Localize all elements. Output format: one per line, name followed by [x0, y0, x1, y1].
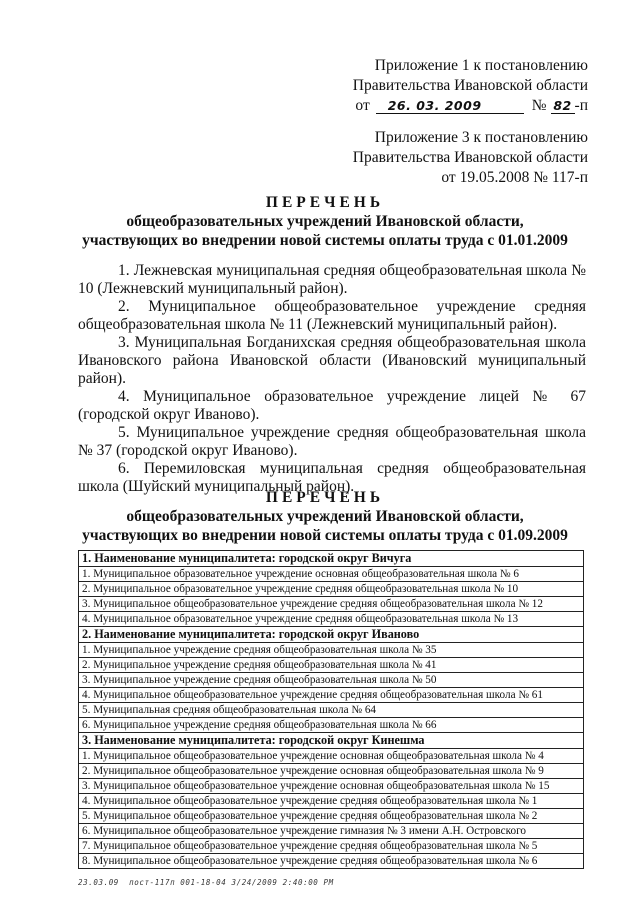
annex-1-line-2: Правительства Ивановской области	[352, 77, 588, 94]
table-row: 1. Муниципальное общеобразовательное учреждение основная общеобразовательная школа № 4	[79, 749, 583, 764]
list-2-subtitle-1: общеобразовательных учреждений Ивановской области,	[126, 508, 524, 525]
table-row: 3. Муниципальное учреждение средняя общеобразовательная школа № 50	[79, 673, 583, 688]
list-1-item: 4. Муниципальное образовательное учреждение лицей № 67 (городской округ Иваново).	[78, 388, 586, 423]
list-1-subtitle-2: участвующих во внедрении новой системы оплаты труда с 01.01.2009	[82, 232, 568, 249]
document-footer-stamp: 23.03.09 пост-117п 001-18-04 3/24/2009 2:40:00 PM	[78, 878, 334, 887]
list-2-subtitle-2: участвующих во внедрении новой системы оплаты труда с 01.09.2009	[82, 527, 568, 544]
list-1-items	[78, 262, 586, 496]
schools-table	[78, 550, 584, 869]
list-2-heading: ПЕРЕЧЕНЬ	[265, 489, 385, 506]
table-row: 1. Муниципальное учреждение средняя общеобразовательная школа № 35	[79, 643, 583, 658]
table-row: 4. Муниципальное общеобразовательное учреждение средняя общеобразовательная школа № 1	[79, 794, 583, 809]
municipality-header-ivanovo: 2. Наименование муниципалитета: городской округ Иваново	[79, 627, 583, 643]
list-1-item: 3. Муниципальная Богданихская средняя общеобразовательная школа Ивановского района Ивановской области (Ивановский муниципальный район).	[78, 334, 586, 387]
table-row: 2. Муниципальное учреждение средняя общеобразовательная школа № 41	[79, 658, 583, 673]
table-row: 5. Муниципальное общеобразовательное учреждение средняя общеобразовательная школа № 2	[79, 809, 583, 824]
annex-3-line-3: от 19.05.2008 № 117-п	[441, 169, 588, 186]
table-row: 6. Муниципальное общеобразовательное учреждение гимназия № 3 имени А.Н. Островского	[79, 824, 583, 839]
table-row: 5. Муниципальная средняя общеобразовательная школа № 64	[79, 703, 583, 718]
number-suffix: -п	[574, 97, 588, 114]
table-row: 2. Муниципальное образовательное учреждение средняя общеобразовательная школа № 10	[79, 582, 583, 597]
annex-1-line-1: Приложение 1 к постановлению	[374, 57, 588, 74]
table-row: 6. Муниципальное учреждение средняя общеобразовательная школа № 66	[79, 718, 583, 733]
table-row: 3. Муниципальное общеобразовательное учреждение средняя общеобразовательная школа № 12	[79, 597, 583, 612]
list-1-subtitle-1: общеобразовательных учреждений Ивановской области,	[126, 213, 524, 230]
list-1-item: 2. Муниципальное общеобразовательное учреждение средняя общеобразовательная школа № 11 (Лежневский муниципальный район).	[78, 298, 586, 333]
table-row: 8. Муниципальное общеобразовательное учреждение средняя общеобразовательная школа № 6	[79, 854, 583, 869]
annex-3-line-2: Правительства Ивановской области	[352, 149, 588, 166]
table-row: 2. Муниципальное общеобразовательное учреждение основная общеобразовательная школа № 9	[79, 764, 583, 779]
list-1-item: 6. Перемиловская муниципальная средняя общеобразовательная школа (Шуйский муниципальный район).	[78, 460, 586, 495]
date-prefix: от	[355, 97, 370, 114]
table-row: 3. Муниципальное общеобразовательное учреждение основная общеобразовательная школа № 15	[79, 779, 583, 794]
list-1-item: 1. Лежневская муниципальная средняя общеобразовательная школа № 10 (Лежневский муниципальный район).	[78, 262, 586, 297]
annex-1-date-line	[355, 96, 588, 116]
list-1-heading: ПЕРЕЧЕНЬ	[265, 194, 385, 211]
table-row: 7. Муниципальное общеобразовательное учреждение средняя общеобразовательная школа № 5	[79, 839, 583, 854]
handwritten-number: 82	[551, 99, 575, 114]
table-row: 4. Муниципальное общеобразовательное учреждение средняя общеобразовательная школа № 61	[79, 688, 583, 703]
number-prefix: №	[531, 97, 547, 114]
list-1-item: 5. Муниципальное учреждение средняя общеобразовательная школа № 37 (городской округ Иваново).	[78, 424, 586, 459]
handwritten-date: 26. 03. 2009	[376, 99, 524, 114]
municipality-header-vichuga: 1. Наименование муниципалитета: городской округ Вичуга	[79, 551, 583, 567]
table-row: 4. Муниципальное образовательное учреждение средняя общеобразовательная школа № 13	[79, 612, 583, 627]
table-row: 1. Муниципальное образовательное учреждение основная общеобразовательная школа № 6	[79, 567, 583, 582]
list-1-title	[60, 193, 590, 250]
municipality-header-kineshma: 3. Наименование муниципалитета: городской округ Кинешма	[79, 733, 583, 749]
annex-3-header	[353, 128, 588, 188]
annex-3-line-1: Приложение 3 к постановлению	[374, 129, 588, 146]
annex-1-header	[353, 56, 588, 116]
list-2-title	[60, 488, 590, 545]
